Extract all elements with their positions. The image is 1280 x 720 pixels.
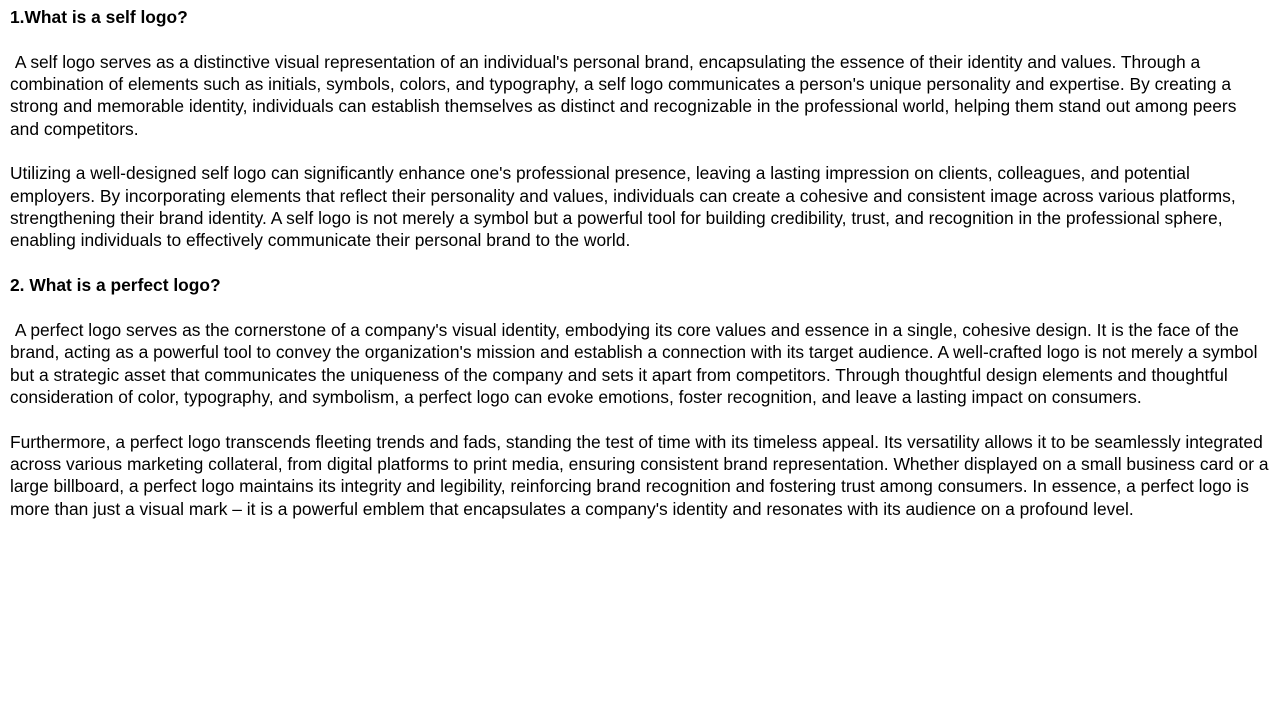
section-heading-self-logo: 1.What is a self logo?: [10, 7, 188, 27]
spacer: [10, 252, 1270, 275]
spacer: [10, 296, 1270, 319]
spacer: [10, 28, 1270, 51]
paragraph-perfect-logo-2: Furthermore, a perfect logo transcends fleeting trends and fads, standing the test of time with its timeless appeal. Its versatility allows it to be seamlessly integrated across various marketing collateral, from digital platforms to print media, ensuring consistent brand representation. Whether displayed on a small business card or a large billboard, a perfect logo maintains its integrity and legibility, reinforcing brand recognition and fostering trust among consumers. In essence, a perfect logo is more than just a visual mark – it is a powerful emblem that encapsulates a company's identity and resonates with its audience on a profound level.: [10, 431, 1269, 519]
paragraph-perfect-logo-1: A perfect logo serves as the cornerstone of a company's visual identity, embodying its core values and essence in a single, cohesive design. It is the face of the brand, acting as a powerful tool to convey the organization's mission and establish a connection with its target audience. A well-crafted logo is not merely a symbol but a strategic asset that communicates the uniqueness of the company and sets it apart from competitors. Through thoughtful design elements and thoughtful consideration of color, typography, and symbolism, a perfect logo can evoke emotions, foster recognition, and leave a lasting impact on consumers.: [10, 319, 1263, 407]
spacer: [10, 140, 1270, 163]
spacer: [10, 408, 1270, 431]
document-body: [10, 6, 1270, 520]
paragraph-self-logo-2: Utilizing a well-designed self logo can significantly enhance one's professional presence, leaving a lasting impression on clients, colleagues, and potential employers. By incorporating elements that reflect their personality and values, individuals can create a cohesive and consistent image across various platforms, strengthening their brand identity. A self logo is not merely a symbol but a powerful tool for building credibility, trust, and recognition in the professional sphere, enabling individuals to effectively communicate their personal brand to the world.: [10, 163, 1236, 251]
section-heading-perfect-logo: 2. What is a perfect logo?: [10, 275, 221, 296]
paragraph-self-logo-1: A self logo serves as a distinctive visual representation of an individual's personal brand, encapsulating the essence of their identity and values. Through a combination of elements such as initials, symbols, colors, and typography, a self logo communicates a person's unique personality and expertise. By creating a strong and memorable identity, individuals can establish themselves as distinct and recognizable in the professional world, helping them stand out among peers and competitors.: [10, 51, 1242, 139]
